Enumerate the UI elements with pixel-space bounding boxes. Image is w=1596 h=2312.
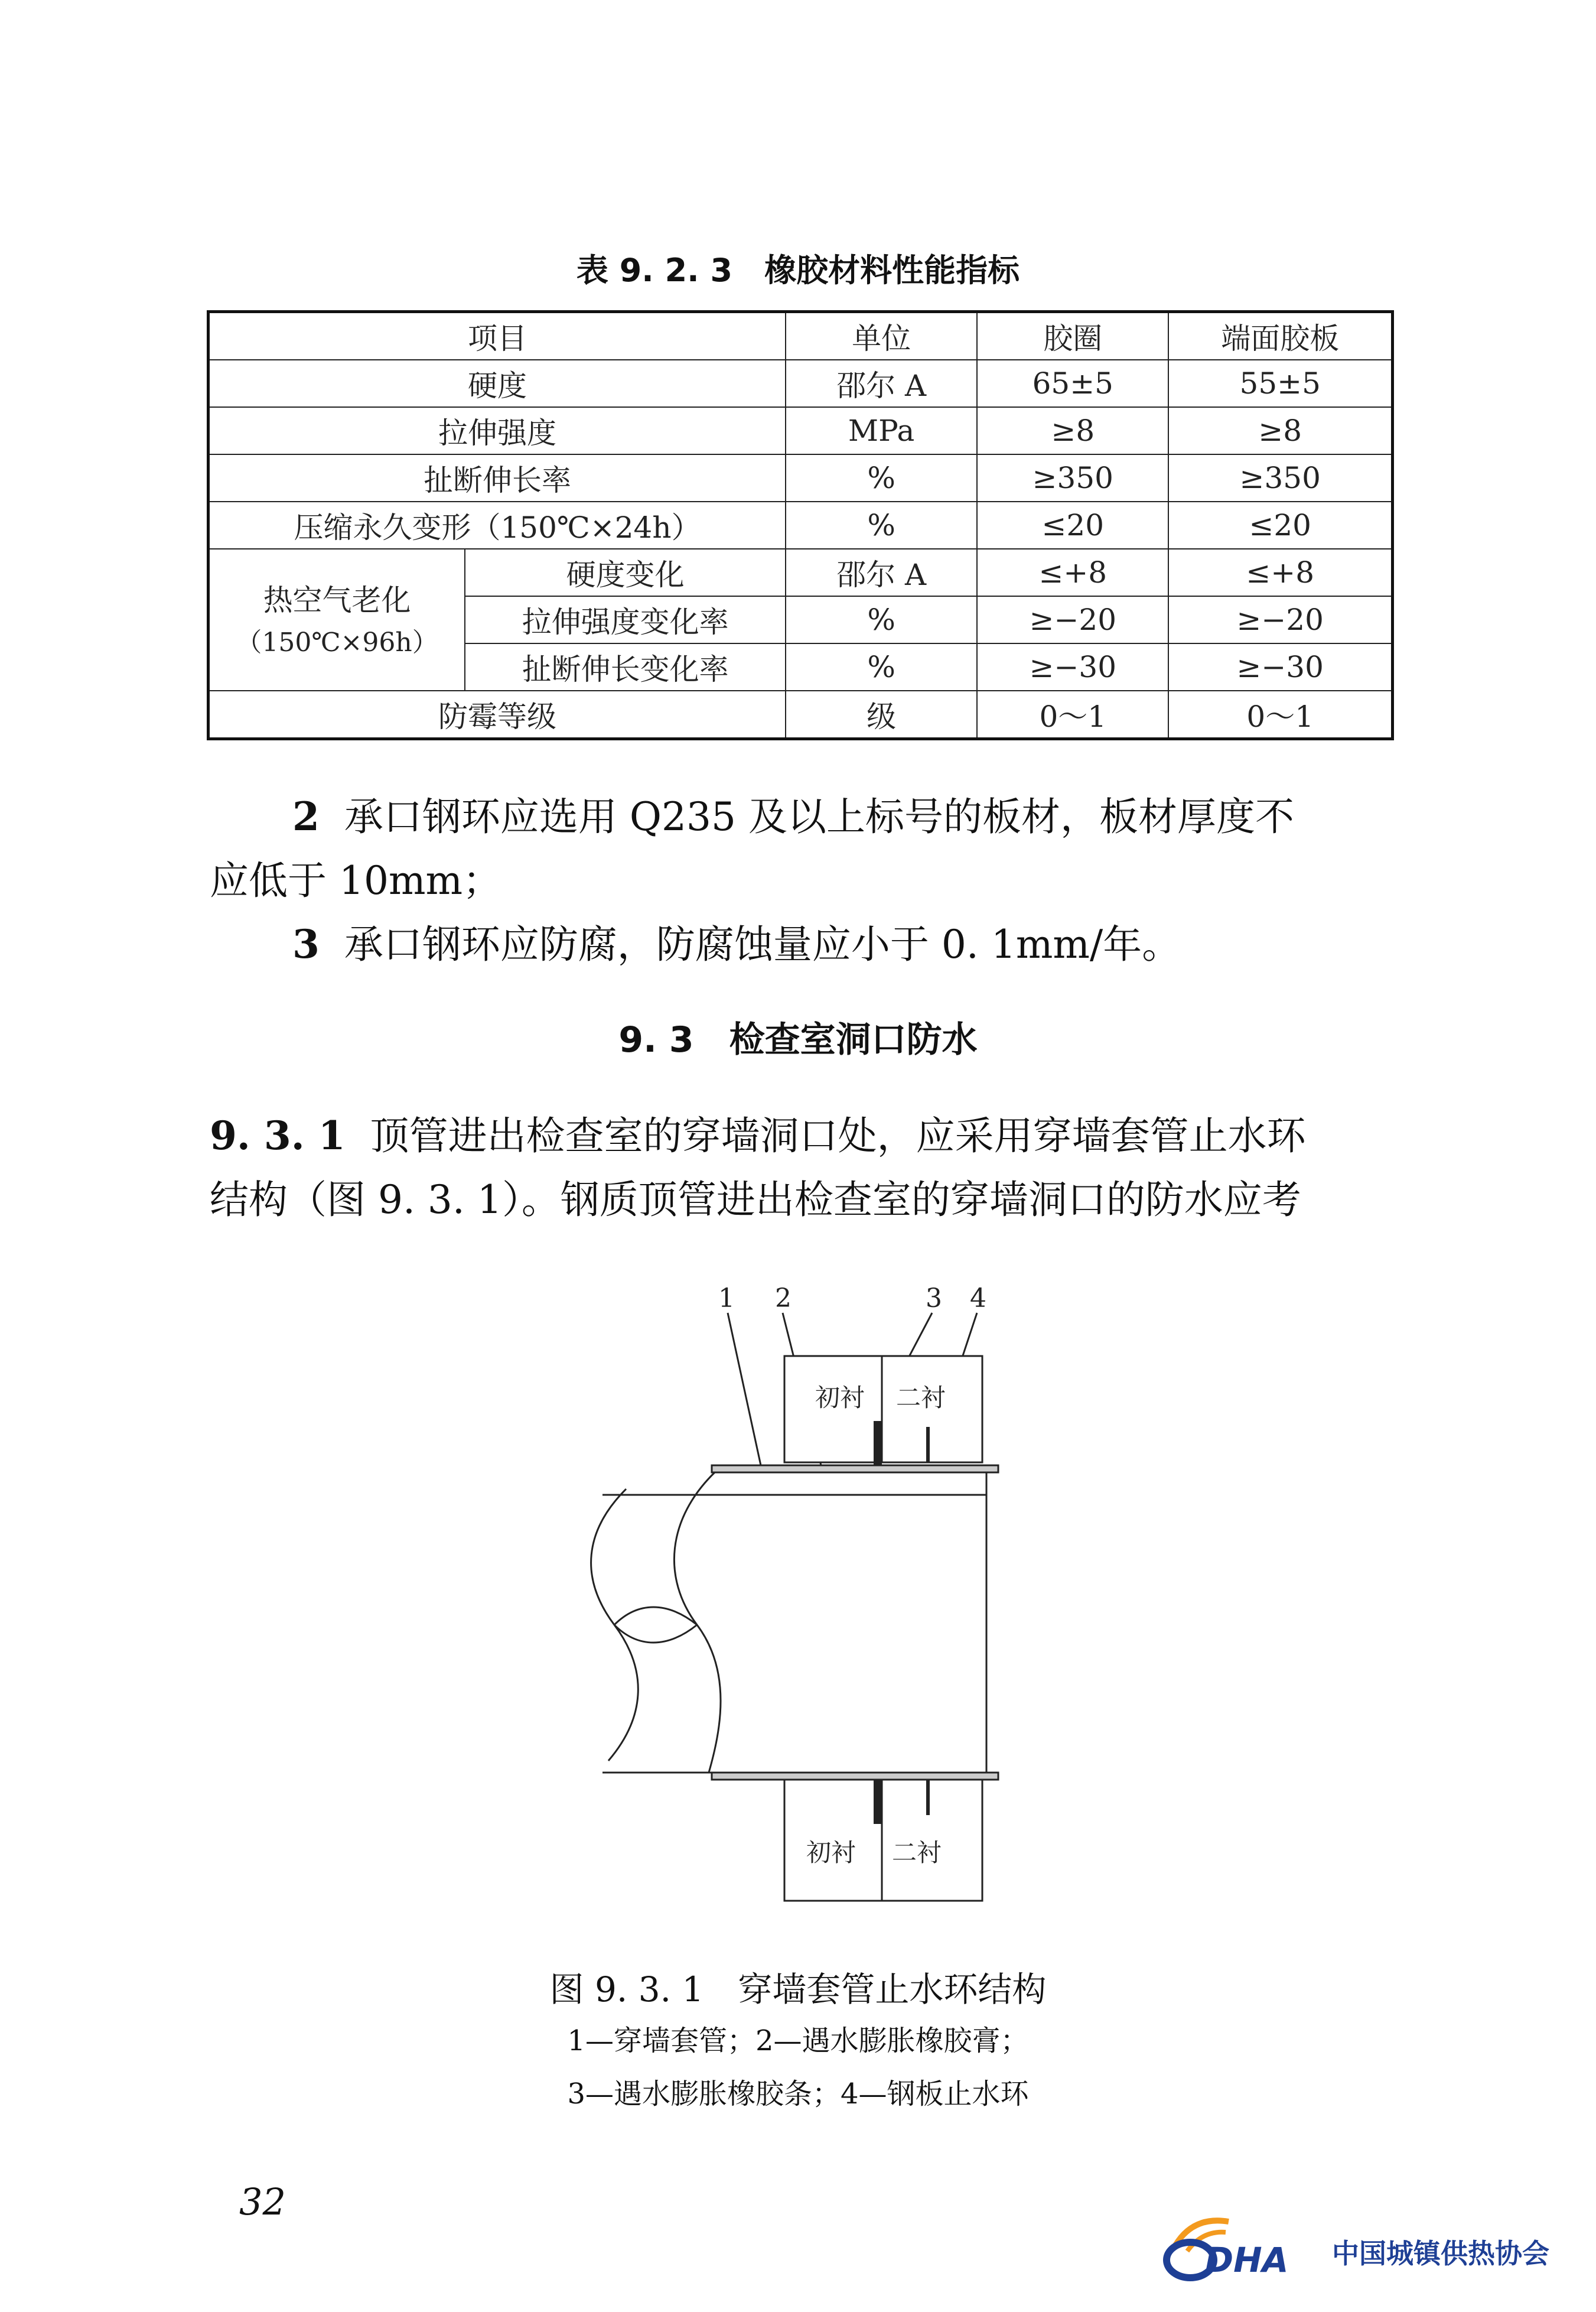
row-unit: 邵尔 A <box>786 360 977 407</box>
row-ring: ≤+8 <box>977 549 1168 596</box>
figure-caption: 图 9. 3. 1 穿墙套管止水环结构 <box>549 1969 1047 2009</box>
row-ring: ≥8 <box>977 407 1168 454</box>
section-title: 9. 3 检查室洞口防水 <box>618 1019 978 1061</box>
logo-name: 中国城镇供热协会 <box>1332 2238 1549 2269</box>
aging-group-cell <box>209 549 465 691</box>
table-row <box>209 454 1393 502</box>
row-plate: ≥8 <box>1168 407 1392 454</box>
row-plate: ≥350 <box>1168 454 1392 502</box>
callout-1: 1 <box>718 1283 735 1313</box>
table-row <box>209 502 1393 549</box>
steel-ring-top <box>926 1427 930 1462</box>
row-item: 防霉等级 <box>209 691 786 739</box>
top-left-label: 初衬 <box>815 1383 865 1412</box>
row-ring: ≤20 <box>977 502 1168 549</box>
page-number: 32 <box>239 2180 286 2223</box>
header-plate: 端面胶板 <box>1168 312 1392 360</box>
clause-text: 结构（图 9. 3. 1）。钢质顶管进出检查室的穿墙洞口的防水应考 <box>210 1177 1301 1222</box>
top-right-label: 二衬 <box>896 1383 946 1412</box>
row-item: 拉伸强度 <box>209 407 786 454</box>
row-ring: ≥350 <box>977 454 1168 502</box>
steel-ring-bottom <box>926 1780 930 1815</box>
row-item: 扯断伸长率 <box>209 454 786 502</box>
callout-labels <box>718 1283 986 1313</box>
row-plate: ≤20 <box>1168 502 1392 549</box>
callout-3: 3 <box>926 1283 942 1313</box>
logo-abbrev: DHA <box>1205 2240 1289 2280</box>
figure-note-1: 1—穿墙套管；2—遇水膨胀橡胶膏； <box>567 2024 1029 2057</box>
row-unit: 级 <box>786 691 977 739</box>
row-unit: % <box>786 502 977 549</box>
header-unit: 单位 <box>786 312 977 360</box>
clause-number: 9. 3. 1 <box>210 1113 346 1159</box>
row-ring: 0～1 <box>977 691 1168 739</box>
table-header-row <box>209 312 1393 360</box>
row-ring: ≥−20 <box>977 596 1168 643</box>
row-plate: 55±5 <box>1168 360 1392 407</box>
bottom-left-label: 初衬 <box>806 1838 856 1867</box>
row-unit: % <box>786 596 977 643</box>
callout-2: 2 <box>775 1283 792 1313</box>
row-item: 拉伸强度变化率 <box>465 596 786 643</box>
row-item: 硬度变化 <box>465 549 786 596</box>
row-unit: MPa <box>786 407 977 454</box>
row-unit: % <box>786 454 977 502</box>
material-spec-table <box>207 310 1394 740</box>
row-unit: 邵尔 A <box>786 549 977 596</box>
paragraph-text: 承口钢环应选用 Q235 及以上标号的板材，板材厚度不 <box>344 794 1294 840</box>
table-row <box>209 691 1393 739</box>
row-ring: ≥−30 <box>977 643 1168 691</box>
paragraph-text: 应低于 10mm； <box>210 858 502 903</box>
figure-note-2: 3—遇水膨胀橡胶条；4—钢板止水环 <box>567 2077 1029 2111</box>
table-title: 表 9. 2. 3 橡胶材料性能指标 <box>576 252 1020 289</box>
row-plate: ≥−20 <box>1168 596 1392 643</box>
paragraph-3 <box>210 912 1397 977</box>
wall-sleeve-figure <box>573 1270 1045 1950</box>
clause-text: 顶管进出检查室的穿墙洞口处，应采用穿墙套管止水环 <box>370 1113 1306 1159</box>
rubber-strip-top <box>874 1421 882 1465</box>
row-ring: 65±5 <box>977 360 1168 407</box>
row-item: 硬度 <box>209 360 786 407</box>
header-item: 项目 <box>209 312 786 360</box>
header-ring: 胶圈 <box>977 312 1168 360</box>
paragraph-number: 2 <box>292 794 320 840</box>
aging-group-condition: （150℃×96h） <box>236 627 438 658</box>
table-row <box>209 549 1393 596</box>
bottom-right-label: 二衬 <box>892 1838 942 1867</box>
row-unit: % <box>786 643 977 691</box>
clause-9-3-1 <box>210 1104 1397 1232</box>
row-plate: ≤+8 <box>1168 549 1392 596</box>
rubber-strip-bottom <box>874 1780 882 1824</box>
table-row <box>209 360 1393 407</box>
aging-group-label: 热空气老化 <box>263 583 411 617</box>
callout-4: 4 <box>970 1283 986 1313</box>
upper-lining <box>784 1356 982 1462</box>
paragraph-number: 3 <box>292 921 320 967</box>
table-row <box>209 407 1393 454</box>
paragraph-text: 承口钢环应防腐，防腐蚀量应小于 0. 1mm/年。 <box>344 922 1181 967</box>
row-plate: ≥−30 <box>1168 643 1392 691</box>
pipe <box>591 1465 998 1780</box>
row-item: 扯断伸长变化率 <box>465 643 786 691</box>
paragraph-2 <box>210 785 1397 913</box>
row-item: 压缩永久变形（150℃×24h） <box>209 502 786 549</box>
row-plate: 0～1 <box>1168 691 1392 739</box>
